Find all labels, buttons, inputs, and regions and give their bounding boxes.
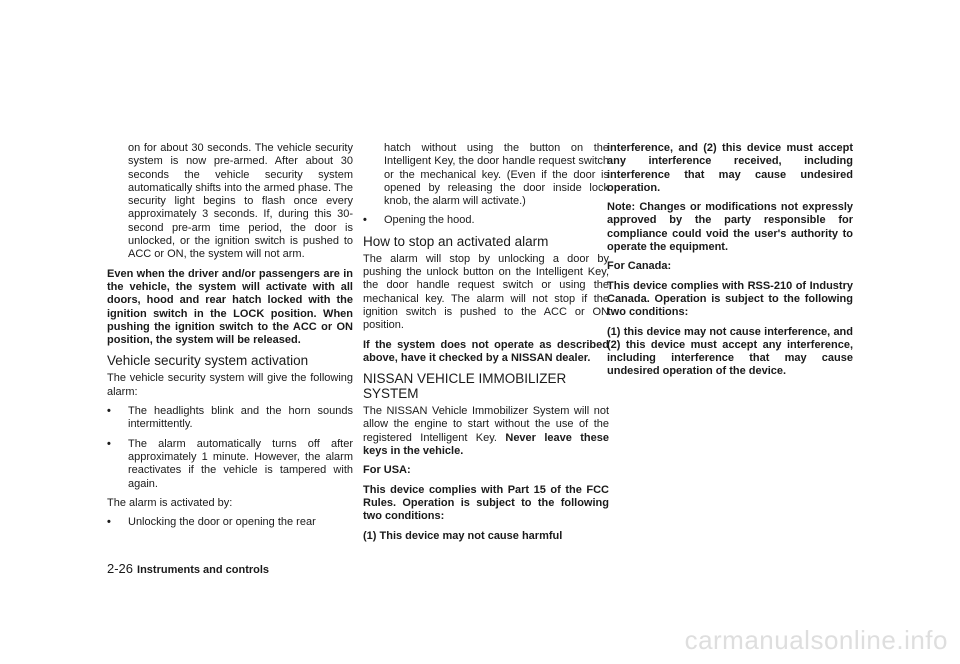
column-3 [607, 142, 853, 385]
fcc-condition-1: (1) This device may not cause harmful [363, 529, 563, 542]
rss-conditions: (1) this device may not cause interference, and (2) this device must accept any interference, including interference that may cause undesired operation of the device. [607, 325, 853, 378]
watermark: carmanualsonline.info [684, 625, 948, 655]
bullet-icon: • [107, 516, 111, 529]
column-2 [363, 142, 609, 549]
immobilizer-text: The NISSAN Vehicle Immobilizer System will not allow the engine to start without the use of the registered Intelligent Key. Never leave these keys in the vehicle. [363, 405, 609, 458]
for-canada-label: For Canada: [607, 260, 672, 273]
rss-text: This device complies with RSS-210 of Industry Canada. Operation is subject to the following two conditions: [607, 279, 853, 319]
pre-arm-paragraph: on for about 30 seconds. The vehicle security system is now pre-armed. After about 30 seconds the vehicle security system automatically shifts into the armed phase. The security light begins to flash once every approximately 3 seconds. If, during this 30-second pre-arm time period, the door is unlocked, or the ignition switch is pushed to ACC or ON, the system will not arm. [128, 142, 353, 261]
page-footer [107, 561, 269, 576]
bullet-icon: • [363, 214, 367, 227]
section-title: Instruments and controls [137, 564, 270, 576]
heading-stop-alarm: How to stop an activated alarm [363, 233, 549, 249]
immobilizer-bold: Never leave these keys in the vehicle. [363, 431, 609, 458]
heading-activation: Vehicle security system activation [107, 353, 309, 369]
fcc-text: This device complies with Part 15 of the FCC Rules. Operation is subject to the following two conditions: [363, 483, 609, 523]
modification-note: Note: Changes or modifications not expressly approved by the party responsible for compliance could void the user's authority to operate the equipment. [607, 201, 853, 254]
activation-trigger-list [107, 516, 353, 529]
dealer-warning: If the system does not operate as described above, have it checked by a NISSAN dealer. [363, 338, 609, 364]
trigger-continuation: hatch without using the button on the Intelligent Key, the door handle request switch or the mechanical key. (Even if the door is opened by releasing the door inside lock knob, the alarm will activate.) [384, 142, 609, 208]
list-item: • The headlights blink and the horn sounds intermittently. [107, 405, 353, 431]
fcc-continuation: interference, and (2) this device must accept any interference received, including interference that may cause undesired operation. [607, 142, 853, 194]
for-usa-label: For USA: [363, 464, 411, 477]
alarm-behavior-list [107, 405, 353, 491]
page-number: 2-26 [107, 561, 134, 576]
heading-immobilizer: NISSAN VEHICLE IMMOBILIZER SYSTEM [363, 371, 567, 402]
activation-intro: The vehicle security system will give the following alarm: [107, 372, 353, 398]
activation-trigger-list-continued [363, 214, 609, 227]
bullet-icon: • [107, 405, 111, 418]
bullet-icon: • [107, 437, 111, 450]
activated-by-label: The alarm is activated by: [107, 496, 233, 509]
column-1 [107, 142, 353, 535]
list-item: • The alarm automatically turns off after approximately 1 minute. However, the alarm reactivates if the vehicle is tampered with again. [107, 437, 353, 490]
stop-alarm-text: The alarm will stop by unlocking a door by pushing the unlock button on the Intelligent Key, the door handle request switch or using the mechanical key. The alarm will not stop if the ignition switch is pushed to the ACC or ON position. [363, 252, 609, 332]
list-item: • Unlocking the door or opening the rear [107, 516, 316, 529]
occupant-warning: Even when the driver and/or passengers are in the vehicle, the system will activate with all doors, hood and rear hatch locked with the ignition switch in the LOCK position. When pushing the ignition switch to the ACC or ON position, the system will be released. [107, 267, 353, 347]
list-item: • Opening the hood. [363, 214, 475, 227]
